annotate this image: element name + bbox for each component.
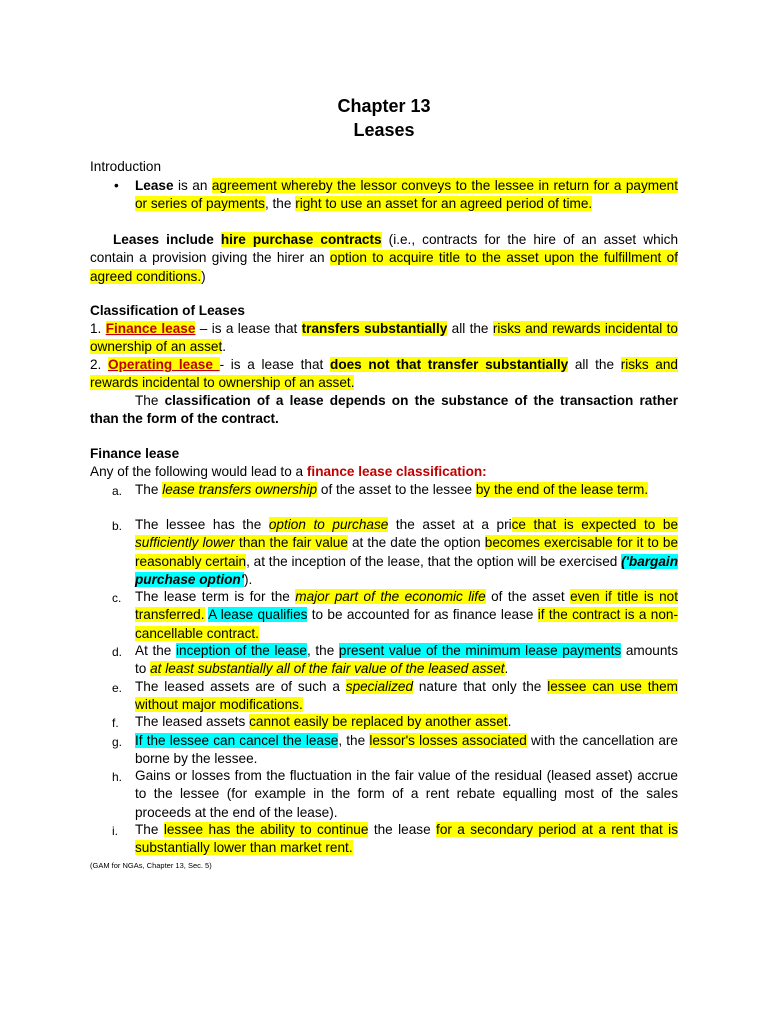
- list-label: b.: [112, 519, 123, 533]
- text: all the: [447, 321, 493, 336]
- lease-term: Lease: [135, 178, 174, 193]
- list-item: [135, 588, 678, 643]
- leases-include-paragraph: [90, 231, 678, 286]
- text: , the: [264, 196, 296, 212]
- text: to be accounted for as finance lease: [307, 607, 538, 623]
- list-label: e.: [112, 681, 123, 695]
- text: all the: [568, 357, 621, 372]
- list-label: f.: [112, 716, 119, 730]
- highlight: lease transfers ownership: [162, 482, 318, 497]
- text: , the: [306, 643, 339, 658]
- text: At the: [135, 643, 176, 658]
- highlight: risks and rewards incidental to ownership of an asset.: [90, 357, 678, 391]
- highlight-cyan: ('bargain purchase option': [135, 553, 678, 587]
- text-bold: classification of a lease depends on the substance of the transaction rather than the form of the contract.: [90, 393, 678, 427]
- text: the lease: [368, 822, 437, 837]
- chapter-number: Chapter 13: [337, 96, 431, 116]
- highlight: lessee has the ability to continue: [163, 822, 369, 837]
- text: 1.: [90, 321, 106, 336]
- operating-lease-definition: [90, 356, 678, 393]
- text-red: finance lease classification:: [306, 464, 487, 479]
- list-item: [135, 767, 678, 822]
- text: The lessee has the: [135, 517, 269, 532]
- finance-lease-heading: Finance lease: [90, 446, 180, 461]
- text-bold: Leases include: [113, 232, 221, 247]
- list-item: [135, 678, 678, 715]
- bullet-icon: •: [114, 178, 119, 193]
- text: with the cancellation are borne by the lessee.: [135, 733, 678, 767]
- highlight: risks and rewards incidental to ownership of an asset: [90, 321, 678, 355]
- source-note: (GAM for NGAs, Chapter 13, Sec. 5): [90, 861, 212, 870]
- text: 2.: [90, 357, 109, 372]
- highlight: for a secondary period at a rent that is substantially lower than market rent.: [135, 822, 678, 856]
- text: ).: [243, 571, 253, 587]
- classification-heading: Classification of Leases: [90, 303, 245, 318]
- text: Any of the following would lead to a: [90, 464, 307, 479]
- highlight: cannot easily be replaced by another asset: [249, 714, 508, 729]
- highlight-bold: does not that transfer substantially: [330, 357, 569, 372]
- list-label: g.: [112, 735, 123, 749]
- text: The: [135, 482, 163, 497]
- text: , at the inception of the lease, that the option will be exercised: [246, 553, 622, 569]
- text: The leased assets: [135, 714, 250, 729]
- text: the asset at a pri: [388, 517, 512, 532]
- text: Gains or losses from the fluctuation in the fair value of the residual (leased asset) accrue to the lessee (for example in the form of a rent rebate equalling most of the sales proceeds at the end of the lease).: [135, 768, 678, 820]
- finance-lease-term: Finance lease: [105, 321, 196, 336]
- text: at the date the option: [347, 535, 485, 551]
- chapter-title: Leases: [353, 120, 415, 140]
- text: The: [135, 393, 165, 408]
- highlight-cyan: A lease qualifies: [208, 607, 308, 623]
- list-item: [135, 732, 678, 769]
- text: of the asset to the lessee: [317, 482, 476, 497]
- list-label: h.: [112, 770, 123, 784]
- highlight: if the contract is a non-cancellable contract.: [135, 607, 678, 641]
- intro-heading: Introduction: [90, 159, 162, 174]
- highlight: ce that is expected to be: [511, 517, 678, 532]
- highlight: specialized: [345, 679, 414, 694]
- text: of the asset: [485, 589, 571, 604]
- text: .: [504, 661, 509, 677]
- operating-lease-term: Operating lease: [108, 357, 220, 372]
- highlight: than the fair value: [235, 535, 348, 551]
- list-item: [135, 713, 678, 731]
- highlight: lessee can use them without major modifications.: [135, 679, 678, 713]
- highlight: even if title is not transferred.: [135, 589, 678, 623]
- highlight: right to use an asset for an agreed period of time.: [295, 196, 593, 212]
- list-label: d.: [112, 645, 123, 659]
- text: The: [135, 822, 164, 837]
- text: nature that only the: [413, 679, 548, 694]
- list-label: i.: [112, 824, 118, 838]
- text: .: [222, 339, 227, 355]
- list-item: [135, 481, 678, 499]
- list-label: c.: [112, 591, 122, 605]
- text: ): [201, 268, 206, 284]
- list-item: [135, 642, 678, 679]
- list-item: [135, 821, 678, 858]
- highlight-bold: transfers substantially: [301, 321, 448, 336]
- highlight: by the end of the lease term.: [475, 482, 649, 497]
- highlight-cyan: If the lessee can cancel the lease: [135, 733, 339, 748]
- text: – is a lease that: [195, 321, 302, 336]
- highlight-bold: hire purchase contracts: [220, 232, 382, 247]
- highlight: at least substantially all of the fair value of the leased asset: [150, 661, 505, 677]
- text: , the: [338, 733, 370, 748]
- text: The leased assets are of such a: [135, 679, 346, 694]
- highlight: sufficiently lower: [135, 535, 235, 551]
- substance-paragraph: [90, 392, 678, 429]
- highlight-cyan: present value of the minimum lease payments: [338, 643, 622, 658]
- text: .: [507, 714, 512, 729]
- highlight: major part of the economic life: [295, 589, 486, 604]
- finance-lease-definition: [90, 320, 678, 357]
- highlight: becomes exercisable for it to be reasonably certain: [135, 535, 679, 569]
- lease-definition: [135, 177, 678, 214]
- text: amounts to: [135, 643, 678, 677]
- highlight: agreement whereby the lessor conveys to the lessee in return for a payment or series of payments: [135, 178, 678, 212]
- text: (i.e., contracts for the hire of an asset which contain a provision giving the hirer an: [90, 232, 679, 266]
- highlight: option to acquire title to the asset upon the fulfillment of agreed conditions.: [90, 250, 678, 284]
- text: - is a lease that: [219, 357, 331, 372]
- list-label: a.: [112, 484, 123, 498]
- text: The lease term is for the: [135, 589, 296, 604]
- highlight-cyan: inception of the lease: [175, 643, 307, 658]
- finance-lease-lead: [90, 463, 678, 481]
- highlight: option to purchase: [268, 517, 389, 532]
- highlight: lessor's losses associated: [369, 733, 527, 748]
- text: is an: [173, 178, 212, 193]
- list-item: [135, 516, 678, 589]
